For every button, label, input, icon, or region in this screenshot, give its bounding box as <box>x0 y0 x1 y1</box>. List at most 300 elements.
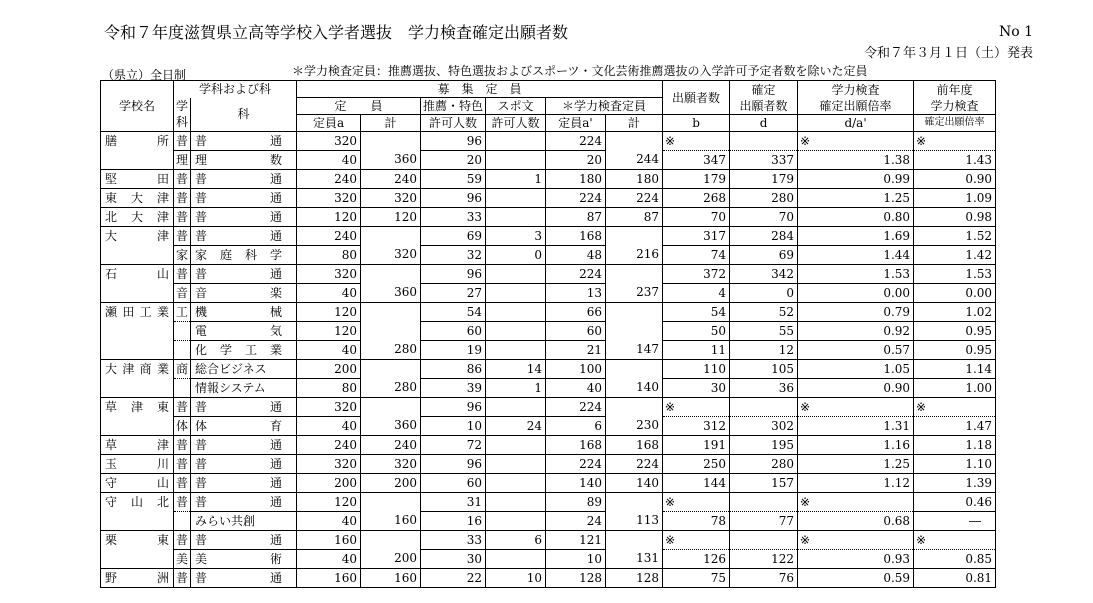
cell-capacity-a: 80 <box>297 246 361 265</box>
cell-capacity-total: 360 <box>361 151 421 170</box>
cell-sports <box>486 474 546 493</box>
cell-exam-cap-total: 230 <box>606 417 663 436</box>
cell-suisen: 33 <box>421 208 486 227</box>
cell-ratio: 0.92 <box>798 322 914 341</box>
cell-sports: 6 <box>486 531 546 550</box>
cell-sports <box>486 151 546 170</box>
cell-confirmed: 52 <box>730 303 798 322</box>
cell-ratio: ※ <box>798 493 914 512</box>
cell-confirmed: 280 <box>730 189 798 208</box>
cell-prev: 1.10 <box>914 455 996 474</box>
cell-exam-cap: 140 <box>546 474 606 493</box>
cell-prev: 1.53 <box>914 265 996 284</box>
cell-capacity-total <box>361 398 421 417</box>
cell-dept-name: 電 気 <box>191 322 297 341</box>
cell-applicants: 78 <box>663 512 730 531</box>
cell-capacity-a: 120 <box>297 322 361 341</box>
cell-exam-cap-total <box>606 132 663 151</box>
cell-suisen: 86 <box>421 360 486 379</box>
cell-sports <box>486 493 546 512</box>
cell-capacity-a: 200 <box>297 360 361 379</box>
cell-dept-name: 普 通 <box>191 569 297 588</box>
cell-suisen: 30 <box>421 550 486 569</box>
cell-exam-cap-total: 168 <box>606 436 663 455</box>
cell-school <box>101 246 174 265</box>
header-dept-group: 学科および科 <box>174 81 297 98</box>
cell-capacity-a: 40 <box>297 151 361 170</box>
footnote-exam-capacity: ＊学力検査定員：推薦選抜、特色選抜およびスポーツ・文化芸術推薦選抜の入学許可予定者数を除いた定員 <box>292 64 868 78</box>
cell-capacity-a: 320 <box>297 189 361 208</box>
cell-confirmed: 76 <box>730 569 798 588</box>
cell-exam-cap: 89 <box>546 493 606 512</box>
cell-capacity-a: 320 <box>297 455 361 474</box>
cell-dept-abbr: 普 <box>174 170 191 189</box>
cell-capacity-total: 160 <box>361 569 421 588</box>
cell-dept-abbr: 普 <box>174 493 191 512</box>
cell-prev: ※ <box>914 398 996 417</box>
cell-confirmed: 69 <box>730 246 798 265</box>
cell-ratio: 0.57 <box>798 341 914 360</box>
cell-suisen: 96 <box>421 189 486 208</box>
cell-exam-cap-total: 140 <box>606 379 663 398</box>
cell-exam-cap: 66 <box>546 303 606 322</box>
cell-confirmed: 55 <box>730 322 798 341</box>
cell-applicants: 110 <box>663 360 730 379</box>
cell-capacity-total: 360 <box>361 417 421 436</box>
cell-school: 瀬田工業 <box>101 303 174 322</box>
cell-suisen: 22 <box>421 569 486 588</box>
table-row <box>101 170 996 189</box>
cell-exam-cap-total: 180 <box>606 170 663 189</box>
cell-capacity-total <box>361 132 421 151</box>
cell-exam-cap: 10 <box>546 550 606 569</box>
cell-ratio: 0.90 <box>798 379 914 398</box>
cell-sports <box>486 455 546 474</box>
cell-applicants: 179 <box>663 170 730 189</box>
cell-school: 膳 所 <box>101 132 174 151</box>
cell-capacity-total: 160 <box>361 512 421 531</box>
cell-dept-abbr <box>174 379 191 398</box>
cell-capacity-a: 320 <box>297 132 361 151</box>
table-row <box>101 550 996 569</box>
cell-exam-cap-total <box>606 227 663 246</box>
cell-suisen: 60 <box>421 474 486 493</box>
cell-applicants: ※ <box>663 531 730 550</box>
cell-prev: 0.95 <box>914 341 996 360</box>
cell-dept-abbr: 普 <box>174 227 191 246</box>
table-row <box>101 493 996 512</box>
cell-confirmed: 195 <box>730 436 798 455</box>
cell-dept-abbr: 商 <box>174 360 191 379</box>
cell-exam-cap: 13 <box>546 284 606 303</box>
cell-sports <box>486 322 546 341</box>
header-recruit: 募 集 定 員 <box>297 81 663 98</box>
cell-school: 北大津 <box>101 208 174 227</box>
cell-school <box>101 512 174 531</box>
header-exam-cap: ＊学力検査定員 <box>546 98 663 115</box>
cell-prev: 1.02 <box>914 303 996 322</box>
cell-capacity-total: 240 <box>361 170 421 189</box>
cell-prev: 0.00 <box>914 284 996 303</box>
cell-ratio: 0.00 <box>798 284 914 303</box>
cell-dept-abbr: 普 <box>174 569 191 588</box>
cell-exam-cap: 20 <box>546 151 606 170</box>
table-row <box>101 360 996 379</box>
table-row <box>101 341 996 360</box>
cell-school: 玉 川 <box>101 455 174 474</box>
table-row <box>101 531 996 550</box>
cell-capacity-total <box>361 265 421 284</box>
cell-suisen: 72 <box>421 436 486 455</box>
cell-prev: 0.81 <box>914 569 996 588</box>
cell-suisen: 20 <box>421 151 486 170</box>
cell-exam-cap-total <box>606 398 663 417</box>
cell-dept-abbr: 普 <box>174 436 191 455</box>
cell-confirmed: 157 <box>730 474 798 493</box>
table-row <box>101 265 996 284</box>
cell-dept-abbr: 理 <box>174 151 191 170</box>
cell-confirmed: 179 <box>730 170 798 189</box>
table-row <box>101 284 996 303</box>
cell-suisen: 39 <box>421 379 486 398</box>
cell-dept-name: 普 通 <box>191 132 297 151</box>
cell-confirmed <box>730 493 798 512</box>
cell-prev: ― <box>914 512 996 531</box>
cell-school: 東大津 <box>101 189 174 208</box>
cell-confirmed: 280 <box>730 455 798 474</box>
cell-dept-name: 普 通 <box>191 436 297 455</box>
page-title: 令和７年度滋賀県立高等学校入学者選抜 学力検査確定出願者数 <box>104 23 569 42</box>
cell-exam-cap-total: 140 <box>606 474 663 493</box>
cell-capacity-a: 120 <box>297 303 361 322</box>
cell-dept-name: 普 通 <box>191 455 297 474</box>
cell-dept-abbr: 音 <box>174 284 191 303</box>
cell-capacity-a: 320 <box>297 398 361 417</box>
cell-prev: 1.18 <box>914 436 996 455</box>
cell-capacity-a: 160 <box>297 531 361 550</box>
cell-exam-cap: 24 <box>546 512 606 531</box>
cell-exam-cap: 224 <box>546 132 606 151</box>
cell-sports <box>486 550 546 569</box>
cell-exam-cap-total <box>606 360 663 379</box>
header-ratio: 学力検査 確定出願倍率 <box>798 81 914 115</box>
table-row <box>101 436 996 455</box>
table-row <box>101 569 996 588</box>
cell-applicants: 372 <box>663 265 730 284</box>
cell-school <box>101 284 174 303</box>
cell-ratio: 1.38 <box>798 151 914 170</box>
cell-sports: 1 <box>486 379 546 398</box>
cell-exam-cap: 48 <box>546 246 606 265</box>
cell-confirmed: 337 <box>730 151 798 170</box>
cell-school: 草 津 <box>101 436 174 455</box>
cell-capacity-a: 240 <box>297 170 361 189</box>
cell-school <box>101 151 174 170</box>
cell-applicants: 317 <box>663 227 730 246</box>
cell-exam-cap: 121 <box>546 531 606 550</box>
cell-applicants: 268 <box>663 189 730 208</box>
cell-sports <box>486 265 546 284</box>
cell-capacity-a: 40 <box>297 341 361 360</box>
cell-confirmed: 77 <box>730 512 798 531</box>
cell-prev: 0.98 <box>914 208 996 227</box>
cell-dept-abbr: 家 <box>174 246 191 265</box>
cell-applicants: 74 <box>663 246 730 265</box>
cell-school <box>101 322 174 341</box>
cell-suisen: 96 <box>421 132 486 151</box>
cell-exam-cap-total: 216 <box>606 246 663 265</box>
cell-exam-cap: 224 <box>546 455 606 474</box>
cell-dept-abbr: 工 <box>174 303 191 322</box>
cell-confirmed: 122 <box>730 550 798 569</box>
cell-ratio: 0.80 <box>798 208 914 227</box>
cell-applicants: 347 <box>663 151 730 170</box>
header-school: 学校名 <box>101 81 174 132</box>
header-ratio-sub: d/a' <box>798 115 914 132</box>
cell-confirmed <box>730 132 798 151</box>
cell-exam-cap: 128 <box>546 569 606 588</box>
cell-dept-name: 理 数 <box>191 151 297 170</box>
cell-ratio: 1.31 <box>798 417 914 436</box>
cell-capacity-total <box>361 322 421 341</box>
cell-applicants: 75 <box>663 569 730 588</box>
cell-capacity-a: 40 <box>297 550 361 569</box>
cell-sports <box>486 189 546 208</box>
cell-dept-abbr <box>174 322 191 341</box>
table-row <box>101 189 996 208</box>
cell-exam-cap-total: 224 <box>606 455 663 474</box>
cell-sports <box>486 208 546 227</box>
cell-dept-name: みらい共創 <box>191 512 297 531</box>
header-suisen-sub: 許可人数 <box>421 115 486 132</box>
header-cap-a: 定員a <box>297 115 361 132</box>
cell-ratio: 0.68 <box>798 512 914 531</box>
page-number: No 1 <box>998 24 1033 40</box>
cell-dept-name: 化学工業 <box>191 341 297 360</box>
cell-exam-cap-total: 244 <box>606 151 663 170</box>
cell-sports <box>486 398 546 417</box>
cell-exam-cap: 180 <box>546 170 606 189</box>
cell-capacity-total: 280 <box>361 341 421 360</box>
table-row <box>101 455 996 474</box>
cell-exam-cap: 40 <box>546 379 606 398</box>
cell-suisen: 19 <box>421 341 486 360</box>
table-row <box>101 417 996 436</box>
cell-sports: 14 <box>486 360 546 379</box>
cell-exam-cap: 100 <box>546 360 606 379</box>
cell-ratio: 1.12 <box>798 474 914 493</box>
cell-capacity-a: 200 <box>297 474 361 493</box>
cell-sports: 1 <box>486 170 546 189</box>
cell-dept-abbr: 普 <box>174 455 191 474</box>
cell-dept-name: 体 育 <box>191 417 297 436</box>
cell-ratio: 1.53 <box>798 265 914 284</box>
cell-suisen: 54 <box>421 303 486 322</box>
cell-dept-abbr: 体 <box>174 417 191 436</box>
cell-school: 石 山 <box>101 265 174 284</box>
cell-applicants: 11 <box>663 341 730 360</box>
cell-exam-cap: 224 <box>546 398 606 417</box>
cell-confirmed: 284 <box>730 227 798 246</box>
cell-sports <box>486 132 546 151</box>
cell-exam-cap: 224 <box>546 265 606 284</box>
cell-applicants: 54 <box>663 303 730 322</box>
cell-applicants: 4 <box>663 284 730 303</box>
cell-capacity-total: 360 <box>361 284 421 303</box>
cell-sports <box>486 512 546 531</box>
cell-suisen: 96 <box>421 398 486 417</box>
cell-prev: 1.47 <box>914 417 996 436</box>
table-row <box>101 322 996 341</box>
cell-ratio: 0.79 <box>798 303 914 322</box>
cell-ratio: ※ <box>798 132 914 151</box>
header-exam-cap-total: 計 <box>606 115 663 132</box>
cell-prev: 0.95 <box>914 322 996 341</box>
cell-confirmed <box>730 398 798 417</box>
cell-prev: 1.42 <box>914 246 996 265</box>
cell-dept-name: 家庭科学 <box>191 246 297 265</box>
cell-sports: 0 <box>486 246 546 265</box>
cell-school: 野 洲 <box>101 569 174 588</box>
cell-confirmed: 342 <box>730 265 798 284</box>
cell-ratio: 1.69 <box>798 227 914 246</box>
cell-ratio: 0.99 <box>798 170 914 189</box>
cell-dept-name: 美 術 <box>191 550 297 569</box>
cell-capacity-total: 320 <box>361 455 421 474</box>
cell-ratio: 1.05 <box>798 360 914 379</box>
cell-exam-cap: 87 <box>546 208 606 227</box>
header-applicants: 出願者数 <box>663 81 730 115</box>
cell-school <box>101 417 174 436</box>
header-dept-abbr: 学 科 <box>174 98 191 132</box>
cell-dept-name: 機 械 <box>191 303 297 322</box>
header-capacity: 定 員 <box>297 98 421 115</box>
cell-school: 守 山 <box>101 474 174 493</box>
cell-applicants: 191 <box>663 436 730 455</box>
cell-dept-name: 普 通 <box>191 531 297 550</box>
cell-school: 大津商業 <box>101 360 174 379</box>
cell-exam-cap-total: 128 <box>606 569 663 588</box>
header-cap-total: 計 <box>361 115 421 132</box>
cell-suisen: 69 <box>421 227 486 246</box>
cell-applicants: ※ <box>663 493 730 512</box>
cell-exam-cap: 60 <box>546 322 606 341</box>
cell-capacity-total <box>361 493 421 512</box>
cell-sports <box>486 436 546 455</box>
cell-capacity-a: 120 <box>297 493 361 512</box>
cell-capacity-a: 320 <box>297 265 361 284</box>
cell-capacity-total: 240 <box>361 436 421 455</box>
cell-dept-name: 普 通 <box>191 227 297 246</box>
table-row <box>101 227 996 246</box>
cell-applicants: ※ <box>663 132 730 151</box>
cell-prev: 1.52 <box>914 227 996 246</box>
cell-suisen: 31 <box>421 493 486 512</box>
cell-exam-cap-total <box>606 303 663 322</box>
cell-prev: 0.90 <box>914 170 996 189</box>
cell-school: 草津東 <box>101 398 174 417</box>
cell-school <box>101 379 174 398</box>
cell-exam-cap-total: 237 <box>606 284 663 303</box>
header-applicants-sub: b <box>663 115 730 132</box>
cell-sports: 24 <box>486 417 546 436</box>
cell-exam-cap-total: 131 <box>606 550 663 569</box>
applicants-table <box>100 80 996 588</box>
table-row <box>101 512 996 531</box>
cell-applicants: 30 <box>663 379 730 398</box>
cell-prev: 0.46 <box>914 493 996 512</box>
cell-capacity-total <box>361 531 421 550</box>
cell-capacity-total: 200 <box>361 550 421 569</box>
table-row <box>101 303 996 322</box>
cell-prev: 1.09 <box>914 189 996 208</box>
cell-ratio: ※ <box>798 398 914 417</box>
cell-ratio: 1.16 <box>798 436 914 455</box>
cell-capacity-a: 40 <box>297 284 361 303</box>
cell-dept-name: 普 通 <box>191 170 297 189</box>
cell-suisen: 33 <box>421 531 486 550</box>
cell-suisen: 32 <box>421 246 486 265</box>
cell-ratio: 1.44 <box>798 246 914 265</box>
cell-exam-cap: 168 <box>546 436 606 455</box>
cell-ratio: ※ <box>798 531 914 550</box>
header-dept-name: 科 <box>191 98 297 132</box>
cell-suisen: 96 <box>421 455 486 474</box>
cell-capacity-total: 200 <box>361 474 421 493</box>
cell-dept-name: 普 通 <box>191 398 297 417</box>
cell-confirmed: 105 <box>730 360 798 379</box>
cell-applicants: 50 <box>663 322 730 341</box>
cell-applicants: 144 <box>663 474 730 493</box>
cell-dept-name: 総合ビジネス <box>191 360 297 379</box>
table-row <box>101 379 996 398</box>
cell-suisen: 10 <box>421 417 486 436</box>
cell-applicants: 126 <box>663 550 730 569</box>
cell-applicants: ※ <box>663 398 730 417</box>
cell-prev: ※ <box>914 132 996 151</box>
cell-applicants: 250 <box>663 455 730 474</box>
cell-dept-name: 普 通 <box>191 474 297 493</box>
cell-exam-cap-total <box>606 531 663 550</box>
cell-suisen: 96 <box>421 265 486 284</box>
cell-prev: 1.00 <box>914 379 996 398</box>
cell-ratio: 1.25 <box>798 189 914 208</box>
header-suisen: 推薦・特色 <box>421 98 486 115</box>
cell-capacity-total <box>361 227 421 246</box>
cell-dept-name: 普 通 <box>191 265 297 284</box>
cell-confirmed: 12 <box>730 341 798 360</box>
announcement-date: 令和７年３月１日（土）発表 <box>863 46 1033 61</box>
header-exam-cap-a: 定員a' <box>546 115 606 132</box>
table-row <box>101 474 996 493</box>
cell-exam-cap-total <box>606 493 663 512</box>
cell-sports <box>486 284 546 303</box>
cell-prev: 1.43 <box>914 151 996 170</box>
cell-dept-abbr: 普 <box>174 265 191 284</box>
cell-exam-cap: 168 <box>546 227 606 246</box>
table-body <box>101 132 996 588</box>
cell-dept-abbr: 普 <box>174 531 191 550</box>
cell-exam-cap-total: 113 <box>606 512 663 531</box>
cell-ratio: 1.25 <box>798 455 914 474</box>
cell-dept-name: 情報システム <box>191 379 297 398</box>
cell-prev: ※ <box>914 531 996 550</box>
cell-suisen: 60 <box>421 322 486 341</box>
cell-ratio: 0.59 <box>798 569 914 588</box>
cell-confirmed: 70 <box>730 208 798 227</box>
cell-capacity-total: 120 <box>361 208 421 227</box>
cell-prev: 0.85 <box>914 550 996 569</box>
